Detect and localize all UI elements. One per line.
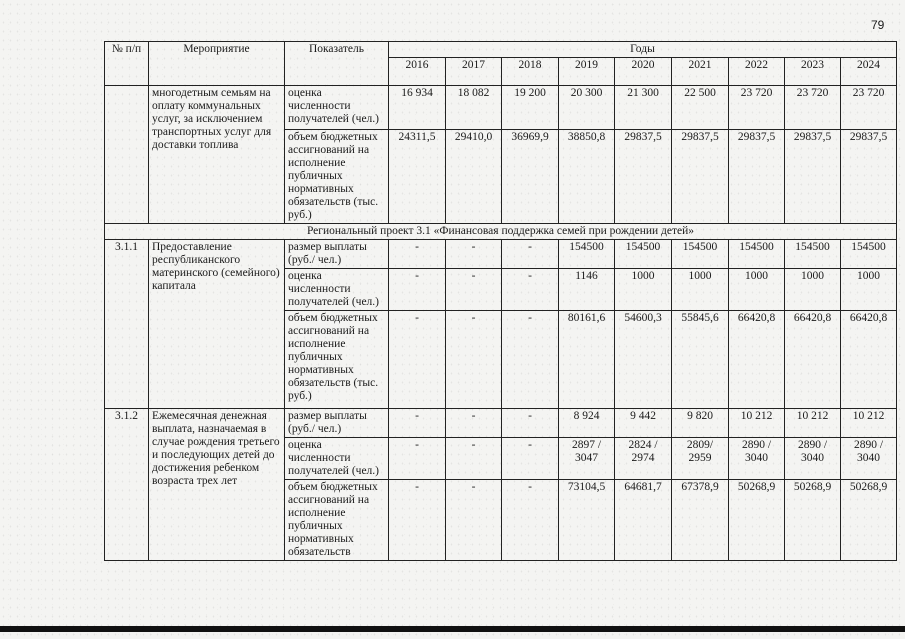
header-year-2024: 2024 — [841, 58, 897, 86]
value-cell: 50268,9 — [729, 480, 785, 561]
value-cell: 50268,9 — [785, 480, 841, 561]
value-cell: 1146 — [559, 269, 615, 311]
row-number: 3.1.1 — [105, 240, 149, 409]
indicator-name: размер выплаты (руб./ чел.) — [285, 409, 389, 438]
value-cell: - — [389, 480, 446, 561]
table-row — [105, 86, 897, 130]
header-indicator: Показатель — [285, 42, 389, 86]
value-cell: - — [446, 409, 502, 438]
value-cell: 8 924 — [559, 409, 615, 438]
value-cell: 21 300 — [615, 86, 672, 130]
value-cell: 29410,0 — [446, 130, 502, 224]
value-cell: 29837,5 — [672, 130, 729, 224]
activity-name: Предоставление республиканского материнского (семейного) капитала — [149, 240, 285, 409]
value-cell: 29837,5 — [841, 130, 897, 224]
value-cell: 9 820 — [672, 409, 729, 438]
indicator-name: оценка численности получателей (чел.) — [285, 269, 389, 311]
value-cell: 154500 — [729, 240, 785, 269]
value-cell: 1000 — [785, 269, 841, 311]
value-cell: 154500 — [615, 240, 672, 269]
value-cell: 154500 — [785, 240, 841, 269]
section-title: Региональный проект 3.1 «Финансовая поддержка семей при рождении детей» — [105, 224, 897, 240]
value-cell: 66420,8 — [785, 311, 841, 409]
value-cell: - — [389, 240, 446, 269]
scan-bottom-edge — [0, 626, 905, 632]
value-cell: 73104,5 — [559, 480, 615, 561]
value-cell: - — [389, 311, 446, 409]
value-cell: 54600,3 — [615, 311, 672, 409]
value-cell: 80161,6 — [559, 311, 615, 409]
value-cell: - — [389, 409, 446, 438]
value-cell: 67378,9 — [672, 480, 729, 561]
value-cell: 38850,8 — [559, 130, 615, 224]
header-year-2018: 2018 — [502, 58, 559, 86]
indicator-name: оценка численности получателей (чел.) — [285, 438, 389, 480]
indicator-name: объем бюджетных ассигнований на исполнение публичных нормативных обязательств — [285, 480, 389, 561]
header-year-2019: 2019 — [559, 58, 615, 86]
value-cell: 154500 — [672, 240, 729, 269]
value-cell: 29837,5 — [785, 130, 841, 224]
value-cell: 36969,9 — [502, 130, 559, 224]
activity-name: многодетным семьям на оплату коммунальных услуг, за исключением транспортных услуг для доставки топлива — [149, 86, 285, 224]
value-cell: 2824 / 2974 — [615, 438, 672, 480]
activity-name: Ежемесячная денежная выплата, назначаемая в случае рождения третьего и последующих детей до достижения ребенком возраста трех лет — [149, 409, 285, 561]
value-cell: - — [502, 409, 559, 438]
value-cell: 22 500 — [672, 86, 729, 130]
value-cell: 10 212 — [729, 409, 785, 438]
value-cell: 66420,8 — [729, 311, 785, 409]
row-number: 3.1.2 — [105, 409, 149, 561]
value-cell: - — [502, 438, 559, 480]
header-year-2021: 2021 — [672, 58, 729, 86]
value-cell: - — [446, 311, 502, 409]
value-cell: 9 442 — [615, 409, 672, 438]
value-cell: 154500 — [559, 240, 615, 269]
value-cell: 50268,9 — [841, 480, 897, 561]
table-row — [105, 240, 897, 269]
value-cell: - — [389, 269, 446, 311]
value-cell: - — [446, 480, 502, 561]
value-cell: 29837,5 — [615, 130, 672, 224]
value-cell: 1000 — [672, 269, 729, 311]
value-cell: 23 720 — [785, 86, 841, 130]
value-cell: - — [502, 480, 559, 561]
header-year-2022: 2022 — [729, 58, 785, 86]
value-cell: 29837,5 — [729, 130, 785, 224]
value-cell: 20 300 — [559, 86, 615, 130]
value-cell: 24311,5 — [389, 130, 446, 224]
table-row — [105, 409, 897, 438]
value-cell: - — [502, 311, 559, 409]
value-cell: - — [389, 438, 446, 480]
value-cell: 10 212 — [785, 409, 841, 438]
indicator-name: оценка численности получателей (чел.) — [285, 86, 389, 130]
value-cell: 2897 / 3047 — [559, 438, 615, 480]
budget-table — [104, 41, 897, 561]
value-cell: 16 934 — [389, 86, 446, 130]
header-year-2016: 2016 — [389, 58, 446, 86]
header-activity: Мероприятие — [149, 42, 285, 86]
value-cell: 154500 — [841, 240, 897, 269]
value-cell: 2890 / 3040 — [841, 438, 897, 480]
section-row — [105, 224, 897, 240]
header-years: Годы — [389, 42, 897, 58]
row-number — [105, 86, 149, 224]
header-year-2017: 2017 — [446, 58, 502, 86]
indicator-name: объем бюджетных ассигнований на исполнение публичных нормативных обязательств (тыс. руб.) — [285, 311, 389, 409]
table-body — [105, 86, 897, 561]
value-cell: 1000 — [729, 269, 785, 311]
value-cell: 23 720 — [841, 86, 897, 130]
value-cell: 18 082 — [446, 86, 502, 130]
value-cell: 23 720 — [729, 86, 785, 130]
value-cell: 1000 — [841, 269, 897, 311]
header-no: № п/п — [105, 42, 149, 86]
page-number: 79 — [871, 18, 885, 32]
value-cell: 64681,7 — [615, 480, 672, 561]
header-year-2023: 2023 — [785, 58, 841, 86]
value-cell: - — [502, 240, 559, 269]
value-cell: 2809/ 2959 — [672, 438, 729, 480]
value-cell: 55845,6 — [672, 311, 729, 409]
value-cell: 19 200 — [502, 86, 559, 130]
value-cell: - — [446, 240, 502, 269]
value-cell: 66420,8 — [841, 311, 897, 409]
value-cell: 10 212 — [841, 409, 897, 438]
value-cell: 2890 / 3040 — [729, 438, 785, 480]
value-cell: - — [502, 269, 559, 311]
indicator-name: размер выплаты (руб./ чел.) — [285, 240, 389, 269]
indicator-name: объем бюджетных ассигнований на исполнение публичных нормативных обязательств (тыс. руб.) — [285, 130, 389, 224]
value-cell: - — [446, 438, 502, 480]
header-year-2020: 2020 — [615, 58, 672, 86]
value-cell: 1000 — [615, 269, 672, 311]
value-cell: 2890 / 3040 — [785, 438, 841, 480]
value-cell: - — [446, 269, 502, 311]
